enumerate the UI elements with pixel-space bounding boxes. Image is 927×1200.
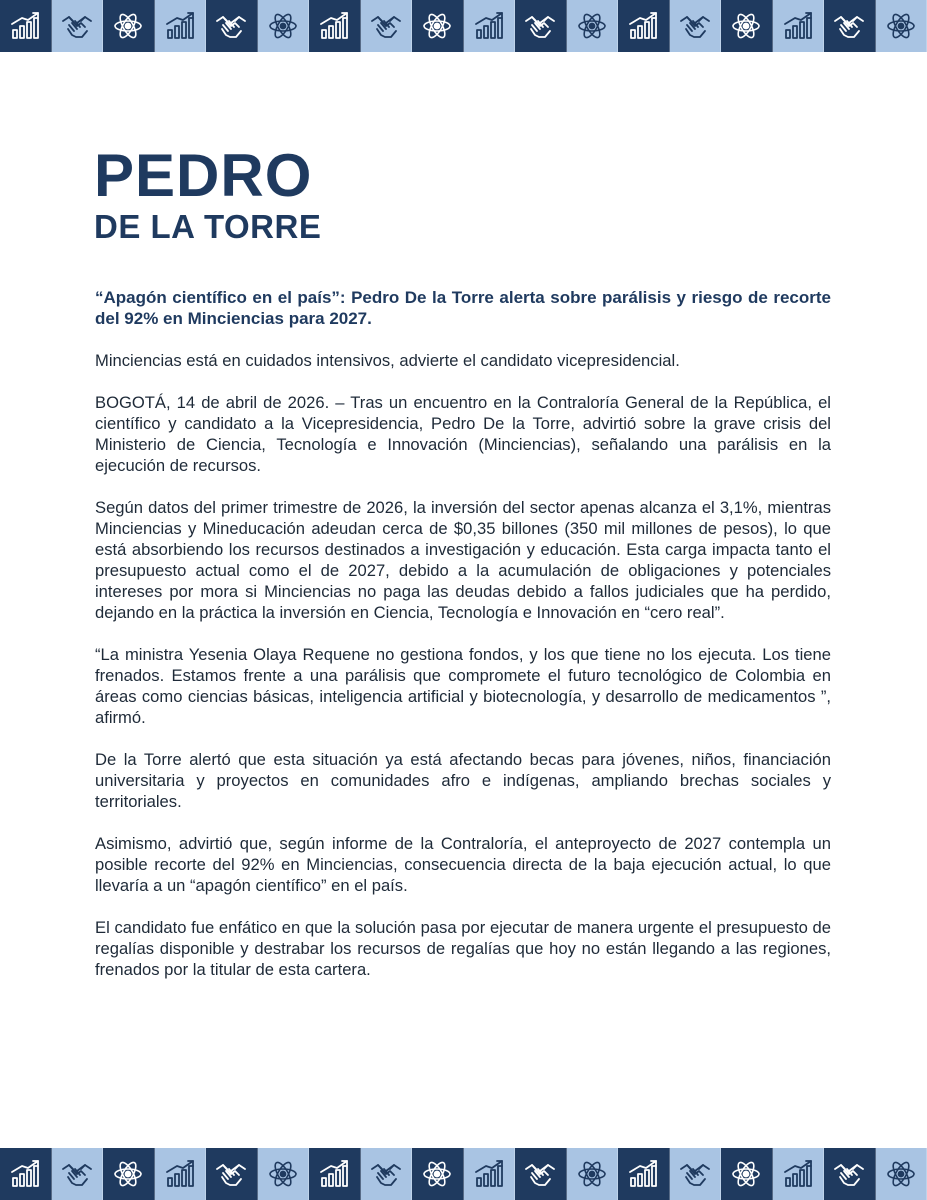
top-banner [0, 0, 927, 52]
atom-icon [721, 0, 773, 52]
handshake-icon [824, 1148, 876, 1200]
atom-icon [103, 0, 155, 52]
handshake-icon [206, 1148, 258, 1200]
chart-icon [309, 0, 361, 52]
handshake-icon [361, 0, 413, 52]
handshake-icon [361, 1148, 413, 1200]
paragraph-3: “La ministra Yesenia Olaya Requene no gestiona fondos, y los que tiene no los ejecuta. Los tiene frenados. Estamos frente a una parálisis que compromete el futuro tecnológico de Colombia en áreas como ciencias básicas, inteligencia artificial y biotecnología, y desarrollo de medicamentos ”, afirmó. [95, 645, 831, 727]
chart-icon [618, 0, 670, 52]
chart-icon [464, 1148, 516, 1200]
handshake-icon [52, 1148, 104, 1200]
chart-icon [155, 1148, 207, 1200]
logo-line-1: PEDRO [94, 142, 313, 209]
paragraph-1: BOGOTÁ, 14 de abril de 2026. – Tras un encuentro en la Contraloría General de la República, el científico y candidato a la Vicepresidencia, Pedro De la Torre, advirtió sobre la grave crisis del Ministerio de Ciencia, Tecnología e Innovación (Minciencias), señalando una parálisis en la ejecución de recursos. [95, 393, 831, 475]
atom-icon [567, 0, 619, 52]
handshake-icon [515, 1148, 567, 1200]
atom-icon [412, 1148, 464, 1200]
chart-icon [773, 0, 825, 52]
atom-icon [876, 0, 927, 52]
handshake-icon [52, 0, 104, 52]
paragraph-4: De la Torre alertó que esta situación ya está afectando becas para jóvenes, niños, financiación universitaria y proyectos en comunidades afro e indígenas, ampliando brechas sociales y territoriales. [95, 750, 831, 811]
atom-icon [258, 0, 310, 52]
press-release [95, 287, 831, 1001]
atom-icon [103, 1148, 155, 1200]
chart-icon [0, 1148, 52, 1200]
logo-line-2: DE LA TORRE [94, 208, 322, 245]
bottom-banner [0, 1148, 927, 1200]
handshake-icon [824, 0, 876, 52]
subtitle: Minciencias está en cuidados intensivos, advierte el candidato vicepresidencial. [95, 351, 680, 370]
logo [94, 142, 322, 245]
chart-icon [618, 1148, 670, 1200]
chart-icon [773, 1148, 825, 1200]
chart-icon [0, 0, 52, 52]
atom-icon [412, 0, 464, 52]
paragraph-6: El candidato fue enfático en que la solución pasa por ejecutar de manera urgente el presupuesto de regalías disponible y destrabar los recursos de regalías que hoy no están llegando a las regiones, frenados por la titular de esta cartera. [95, 918, 831, 979]
handshake-icon [206, 0, 258, 52]
handshake-icon [670, 0, 722, 52]
atom-icon [721, 1148, 773, 1200]
chart-icon [309, 1148, 361, 1200]
handshake-icon [670, 1148, 722, 1200]
atom-icon [876, 1148, 927, 1200]
paragraph-5: Asimismo, advirtió que, según informe de la Contraloría, el anteproyecto de 2027 contempla un posible recorte del 92% en Minciencias, consecuencia directa de la baja ejecución actual, lo que llevaría a un “apagón científico” en el país. [95, 834, 831, 895]
headline: “Apagón científico en el país”: Pedro De la Torre alerta sobre parálisis y riesgo de recorte del 92% en Minciencias para 2027. [95, 288, 831, 328]
chart-icon [155, 0, 207, 52]
atom-icon [567, 1148, 619, 1200]
atom-icon [258, 1148, 310, 1200]
paragraph-2: Según datos del primer trimestre de 2026, la inversión del sector apenas alcanza el 3,1%, mientras Minciencias y Mineducación adeudan cerca de $0,35 billones (350 mil millones de pesos), lo que está absorbiendo los recursos destinados a investigación y educación. Esta carga impacta tanto el presupuesto actual como el de 2027, debido a la acumulación de obligaciones y potenciales intereses por mora si Minciencias no paga las deudas debido a fallos judiciales que ha perdido, dejando en la práctica la inversión en Ciencia, Tecnología e Innovación en “cero real”. [95, 498, 831, 622]
handshake-icon [515, 0, 567, 52]
chart-icon [464, 0, 516, 52]
